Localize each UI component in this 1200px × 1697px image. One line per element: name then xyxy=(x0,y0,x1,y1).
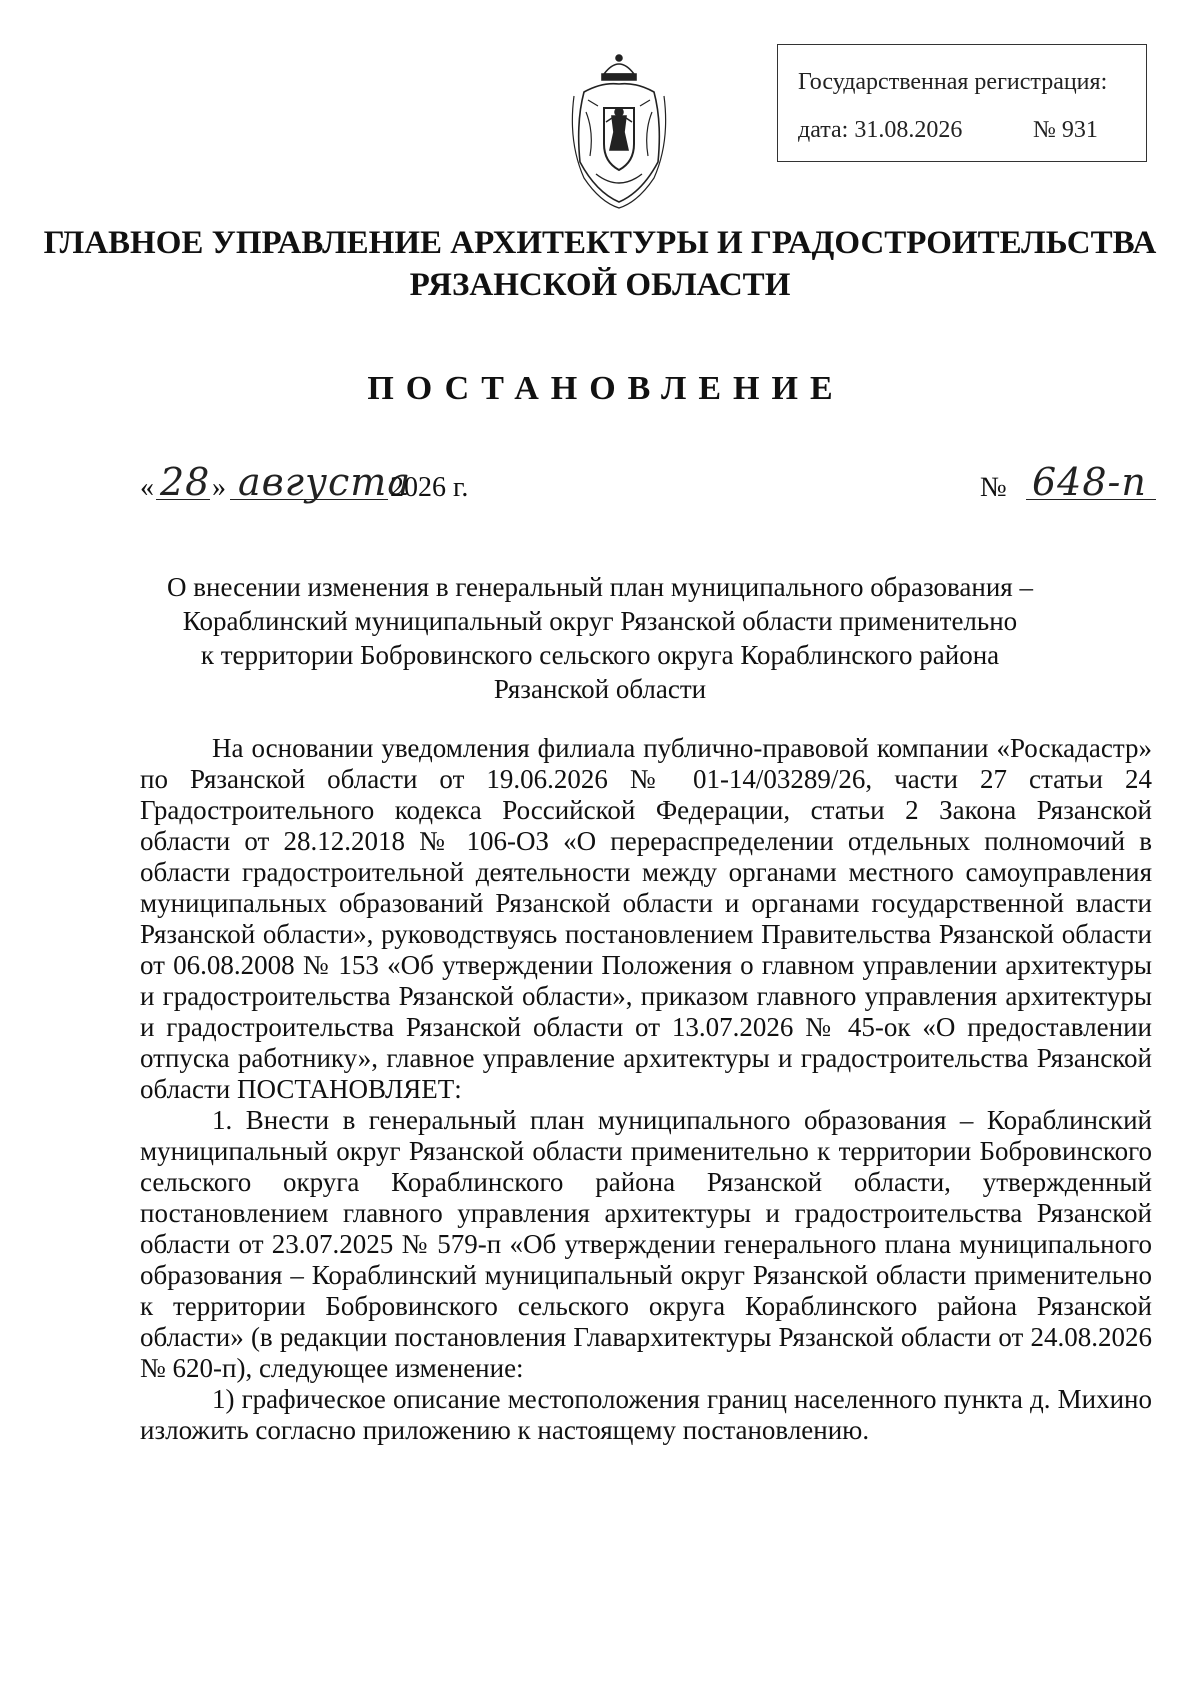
preamble-paragraph: На основании уведомления филиала публично-правовой компании «Роскадастр» по Рязанской области от 19.06.2026 № 01-14/03289/26, части 27 статьи 24 Градостроительного кодекса Российской Федерации, статьи 2 Закона Рязанской области от 28.12.2018 № 106-ОЗ «О перераспределении отдельных полномочий в области градостроительной деятельности между органами местного самоуправления муниципальных образований Рязанской области и органами государственной власти Рязанской области», руководствуясь постановлением Правительства Рязанской области от 06.08.2008 № 153 «Об утверждении Положения о главном управлении архитектуры и градостроительства Рязанской области», приказом главного управления архитектуры и градостроительства Рязанской области от 13.07.2026 № 45-ок «О предоставлении отпуска работнику», главное управление архитектуры и градостроительства Рязанской области ПОСТАНОВЛЯЕТ: xyxy=(140,733,1152,1104)
coat-of-arms-emblem xyxy=(566,52,672,212)
document-title xyxy=(0,570,1200,706)
registration-stamp xyxy=(777,44,1147,162)
registration-title: Государственная регистрация: xyxy=(798,69,1108,95)
organization-name-line1: ГЛАВНОЕ УПРАВЛЕНИЕ АРХИТЕКТУРЫ И ГРАДОСТРОИТЕЛЬСТВА xyxy=(43,225,1157,261)
organization-name-line2: РЯЗАНСКОЙ ОБЛАСТИ xyxy=(409,267,791,303)
title-line4: Рязанской области xyxy=(493,674,707,704)
subitem-1-paragraph: 1) графическое описание местоположения границ населенного пункта д. Михино изложить согласно приложению к настоящему постановлению. xyxy=(140,1384,1152,1445)
date-day-handwritten: 28 xyxy=(160,460,211,504)
title-line3: к территории Бобровинского сельского округа Кораблинского района xyxy=(200,640,1000,670)
date-month-handwritten: августа xyxy=(238,460,411,504)
registration-number: № 931 xyxy=(1033,117,1098,143)
date-year: 2026 г. xyxy=(390,472,469,503)
document-body xyxy=(140,733,1152,1446)
organization-name xyxy=(0,222,1200,306)
title-line1: О внесении изменения в генеральный план муниципального образования – xyxy=(167,572,1033,602)
title-line2: Кораблинский муниципальный округ Рязанской области применительно xyxy=(182,606,1018,636)
document-type-heading: ПОСТАНОВЛЕНИЕ xyxy=(367,370,845,407)
date-open-quote: « xyxy=(140,472,154,503)
number-label: № xyxy=(980,472,1007,503)
item-1-paragraph: 1. Внести в генеральный план муниципального образования – Кораблинский муниципальный округ Рязанской области применительно к территории Бобровинского сельского округа Кораблинского района Рязанской области, утвержденный постановлением главного управления архитектуры и градостроительства Рязанской области от 23.07.2025 № 579-п «Об утверждении генерального плана муниципального образования – Кораблинский муниципальный округ Рязанской области применительно к территории Бобровинского сельского округа Кораблинского района Рязанской области» (в редакции постановления Главархитектуры Рязанской области от 24.08.2026 № 620-п), следующее изменение: xyxy=(140,1105,1152,1383)
number-value-handwritten: 648-п xyxy=(1032,460,1147,504)
date-close-quote: » xyxy=(212,472,226,503)
registration-date: дата: 31.08.2026 xyxy=(798,117,963,143)
